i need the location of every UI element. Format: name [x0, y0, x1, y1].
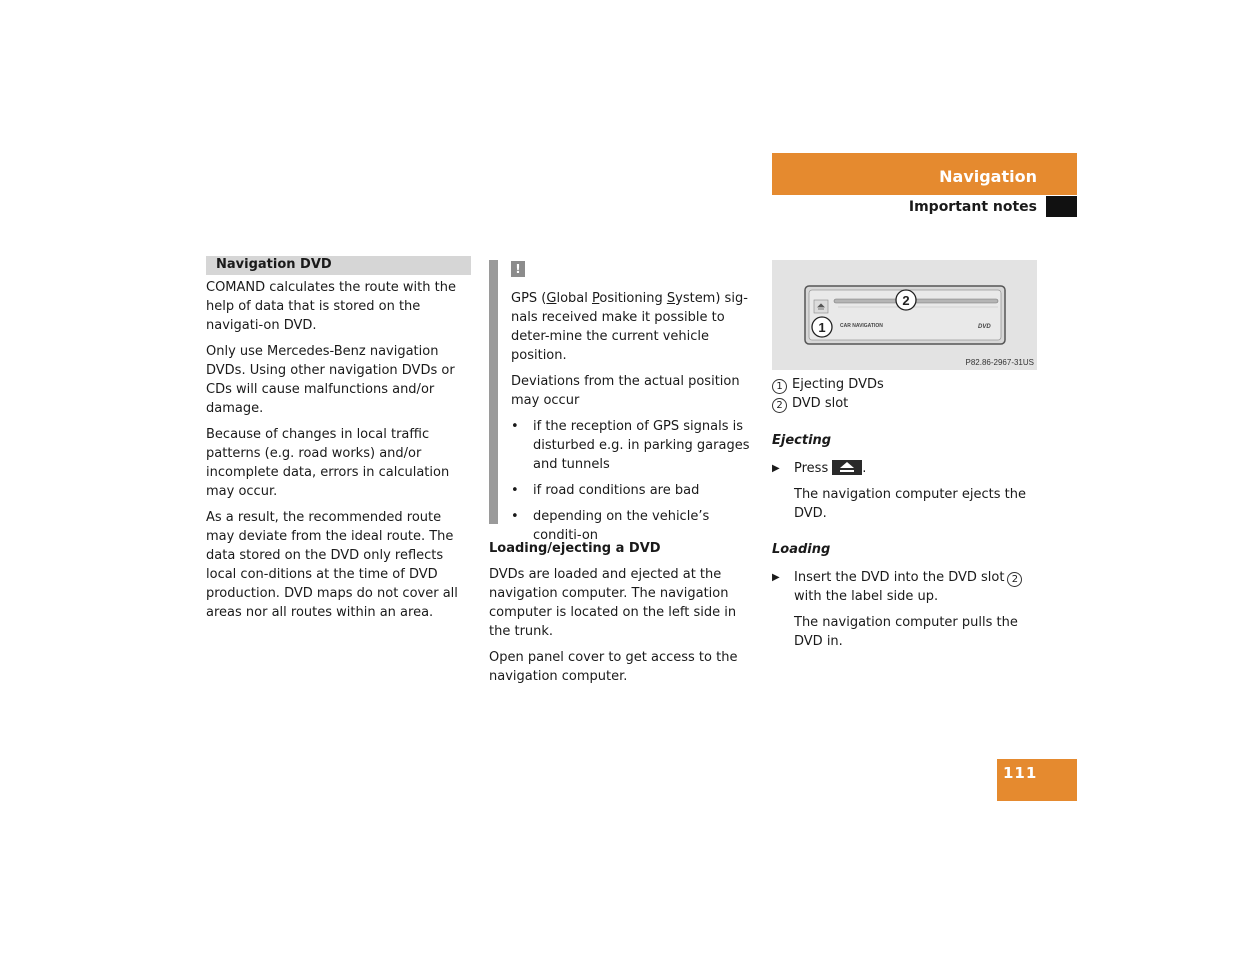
note-box	[511, 260, 756, 545]
number-2-icon: 2	[1007, 572, 1022, 587]
callout-2: 2	[902, 293, 910, 308]
ejecting-loading-instructions	[772, 431, 1038, 651]
ejecting-step	[772, 459, 1038, 478]
navigation-computer-figure	[772, 260, 1037, 370]
gps-text: ositioning	[599, 291, 667, 306]
step-text: .	[862, 461, 867, 476]
bullet-icon: •	[511, 419, 519, 434]
gps-paragraph	[511, 289, 756, 365]
column-navigation-dvd	[206, 256, 471, 629]
paragraph: As a result, the recommended route may deviate from the ideal route. The data stored on the DVD only reflects local con-ditions at the time of DVD production. DVD maps do not cover all areas nor all routes within an area.	[206, 510, 458, 620]
paragraph: DVDs are loaded and ejected at the navigation computer. The navigation computer is located on the left side in the trunk.	[489, 567, 737, 639]
dvd-logo-icon: DVD	[978, 324, 991, 330]
exclamation-icon: !	[511, 261, 525, 277]
loading-ejecting-section	[489, 539, 755, 693]
list-item	[511, 417, 756, 474]
figure-legend	[772, 375, 1037, 413]
section-subtitle: Important notes	[908, 199, 1037, 215]
paragraph: Open panel cover to get access to the navigation computer.	[489, 650, 738, 684]
list-item	[511, 481, 756, 500]
step-arrow-icon: ▶	[772, 572, 780, 583]
legend-item	[772, 375, 1037, 394]
ejecting-heading: Ejecting	[772, 433, 832, 448]
figure-code: P82.86-2967-31US	[965, 358, 1034, 367]
ejecting-result: The navigation computer ejects the DVD.	[794, 487, 1026, 521]
paragraph: Because of changes in local traffic patterns (e.g. road works) and/or incomplete data, errors in calculation may occur.	[206, 427, 450, 499]
device-label: CAR NAVIGATION	[840, 323, 883, 329]
number-1-icon: 1	[772, 379, 787, 394]
gps-underlined-letter: S	[666, 291, 676, 306]
step-text: Insert the DVD into the DVD slot	[794, 570, 1005, 585]
page-number-box	[997, 759, 1077, 801]
section-header-bar	[772, 153, 1077, 195]
gps-text: ystem) sig-nals received make it possible to deter-mine the current vehicle position.	[511, 291, 748, 363]
bullet-icon: •	[511, 509, 519, 524]
navigation-computer-illustration	[772, 260, 1037, 370]
section-title: Navigation	[939, 167, 1037, 186]
gps-underlined-letter: P	[591, 291, 600, 306]
bullet-icon: •	[511, 483, 519, 498]
navigation-dvd-heading: Navigation DVD	[206, 256, 471, 275]
legend-text: Ejecting DVDs	[792, 377, 884, 392]
loading-step	[772, 568, 1038, 606]
legend-item	[772, 394, 1037, 413]
gps-underlined-letter: G	[546, 291, 557, 306]
step-arrow-icon: ▶	[772, 463, 780, 474]
list-item-text: if road conditions are bad	[533, 483, 700, 498]
loading-result: The navigation computer pulls the DVD in.	[794, 615, 1018, 649]
gps-text: GPS (	[511, 291, 547, 306]
loading-heading: Loading	[772, 542, 831, 557]
number-2-icon: 2	[772, 398, 787, 413]
paragraph: COMAND calculates the route with the help of data that is stored on the navigati-on DVD.	[206, 280, 456, 333]
eject-button-icon	[832, 460, 862, 475]
loading-ejecting-heading: Loading/ejecting a DVD	[489, 541, 661, 556]
gps-text: lobal	[556, 291, 592, 306]
list-item-text: depending on the vehicle’s conditi-on	[533, 509, 710, 543]
callout-1: 1	[818, 320, 826, 335]
note-side-bar	[489, 260, 498, 524]
list-item-text: if the reception of GPS signals is disturbed e.g. in parking garages and tunnels	[533, 419, 750, 472]
step-text: Press	[794, 461, 829, 476]
step-text: with the label side up.	[794, 589, 939, 604]
page-number: 111	[1003, 764, 1038, 782]
header-marker-block	[1046, 196, 1077, 217]
deviation-intro: Deviations from the actual position may occur	[511, 374, 740, 408]
paragraph: Only use Mercedes-Benz navigation DVDs. Using other navigation DVDs or CDs will cause malfunctions and/or damage.	[206, 344, 455, 416]
legend-text: DVD slot	[792, 396, 849, 411]
